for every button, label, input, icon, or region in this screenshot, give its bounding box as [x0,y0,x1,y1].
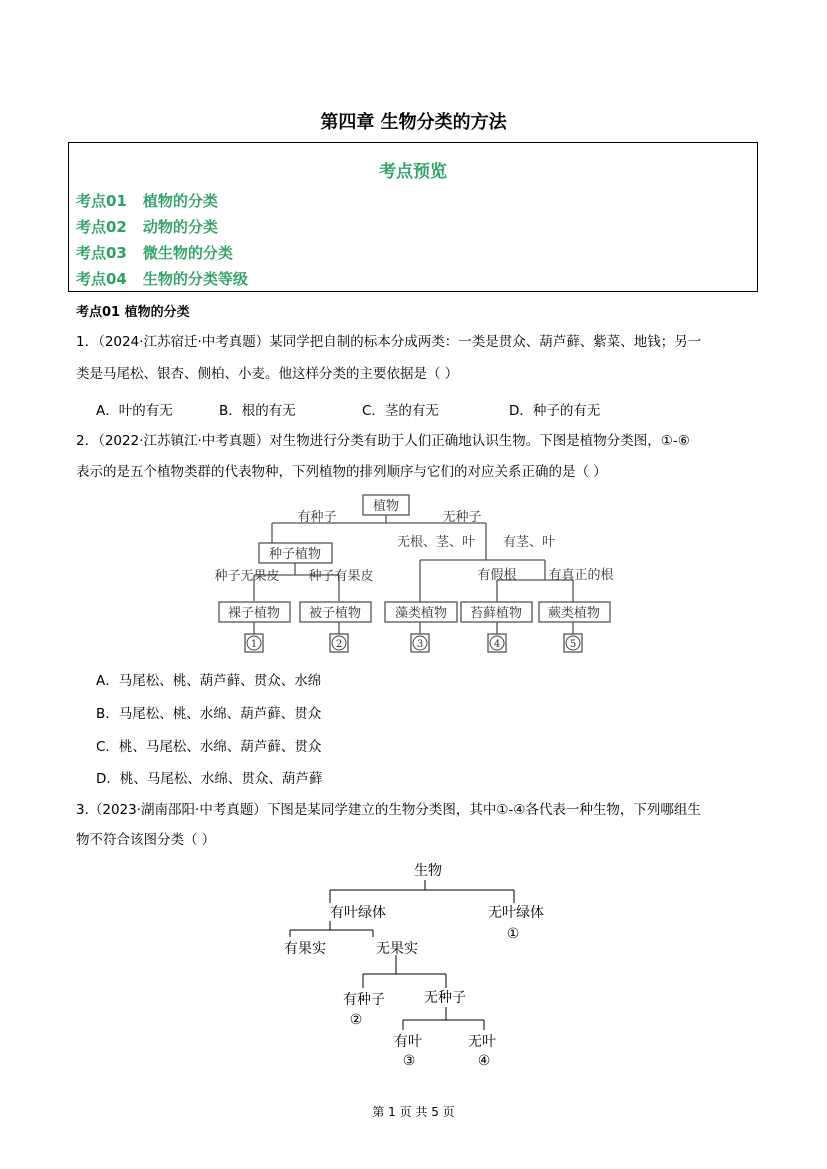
label-has-pericarp: 种子有果皮 [308,569,374,584]
preview-item-text: 生物的分类等级 [142,270,248,288]
q1-line2: 类是马尾松、银杏、侧柏、小麦。他这样分类的主要依据是（ ） [76,366,459,382]
circled-number-2: ② [349,1012,363,1028]
preview-item-text: 植物的分类 [142,192,218,210]
diagram-root: 植物 [372,499,400,514]
label-has-stem-leaf: 有茎、叶 [502,535,556,550]
q3-line1: 3.（2023·湖南邵阳·中考真题）下图是某同学建立的生物分类图，其中①-④各代表一种生物，下列哪组生 [76,802,701,818]
q2-line1: 2．（2022·江苏镇江·中考真题）对生物进行分类有助于人们正确地认识生物。下图是植物分类图，①-⑥ [76,433,690,449]
label-false-root: 有假根 [477,568,517,583]
organism-classification-diagram [270,858,570,1073]
node-seed-plant: 种子植物 [268,547,322,562]
q1-option-a[interactable]: A．叶的有无 [96,403,173,419]
preview-item-num: 考点01 [76,192,127,210]
label-has-seed: 有种子 [343,992,385,1008]
node-gymnosperm: 裸子植物 [227,606,281,621]
label-no-seed: 无种子 [442,510,482,525]
q1-option-b[interactable]: B．根的有无 [219,403,296,419]
page-title: 第四章 生物分类的方法 [320,112,507,133]
preview-item-text: 微生物的分类 [142,244,233,262]
label-no-chloroplast: 无叶绿体 [488,905,544,921]
q2-option-a[interactable]: A．马尾松、桃、葫芦藓、贯众、水绵 [96,673,322,689]
label-true-root: 有真正的根 [548,568,614,583]
page-footer: 第 1 页 共 5 页 [372,1105,455,1119]
circled-number-3: ③ [402,1053,416,1069]
tree-root: 生物 [414,863,442,879]
preview-item[interactable] [76,268,248,289]
preview-heading: 考点预览 [379,162,447,182]
preview-box [68,142,758,292]
circled-number-1: 1 [250,639,258,650]
q2-option-b[interactable]: B．马尾松、桃、水绵、葫芦藓、贯众 [96,706,322,722]
circled-number-1: ① [506,926,520,942]
q2-option-c[interactable]: C．桃、马尾松、水绵、葫芦藓、贯众 [96,739,322,755]
label-no-fruit: 无果实 [376,941,418,957]
q1-option-d[interactable]: D．种子的有无 [509,403,601,419]
preview-item-num: 考点02 [76,218,127,236]
node-angiosperm: 被子植物 [308,606,362,621]
circled-number-3: 3 [416,639,424,650]
q3-line2: 物不符合该图分类（ ） [76,832,216,848]
section-title: 考点01 植物的分类 [76,305,190,320]
q1-option-c[interactable]: C．茎的有无 [362,403,439,419]
circled-number-5: 5 [569,639,577,650]
label-no-seed: 无种子 [424,990,466,1006]
q2-line2: 表示的是五个植物类群的代表物种，下列植物的排列顺序与它们的对应关系正确的是（ ） [76,464,607,480]
preview-item[interactable] [76,190,218,211]
node-algae: 藻类植物 [394,606,448,621]
circled-number-2: 2 [335,639,343,650]
label-has-fruit: 有果实 [284,941,326,957]
circled-number-4: 4 [493,639,501,650]
plant-classification-diagram [200,493,630,656]
label-no-leaf: 无叶 [468,1034,496,1050]
preview-item[interactable] [76,242,233,263]
label-no-pericarp: 种子无果皮 [214,569,280,584]
q1-line1: 1．（2024·江苏宿迁·中考真题）某同学把自制的标本分成两类：一类是贯众、葫芦藓、紫菜、地钱；另一 [76,334,702,350]
label-no-root-stem-leaf: 无根、茎、叶 [396,535,476,550]
node-fern: 蕨类植物 [547,606,601,621]
node-moss: 苔藓植物 [469,606,523,621]
label-has-chloroplast: 有叶绿体 [330,905,386,921]
label-has-leaf: 有叶 [394,1034,422,1050]
preview-item-text: 动物的分类 [142,218,218,236]
circled-number-4: ④ [477,1053,491,1069]
q2-option-d[interactable]: D．桃、马尾松、水绵、贯众、葫芦藓 [96,771,323,787]
label-has-seed: 有种子 [297,510,337,525]
preview-item-num: 考点04 [76,270,127,288]
preview-item-num: 考点03 [76,244,127,262]
preview-item[interactable] [76,216,218,237]
